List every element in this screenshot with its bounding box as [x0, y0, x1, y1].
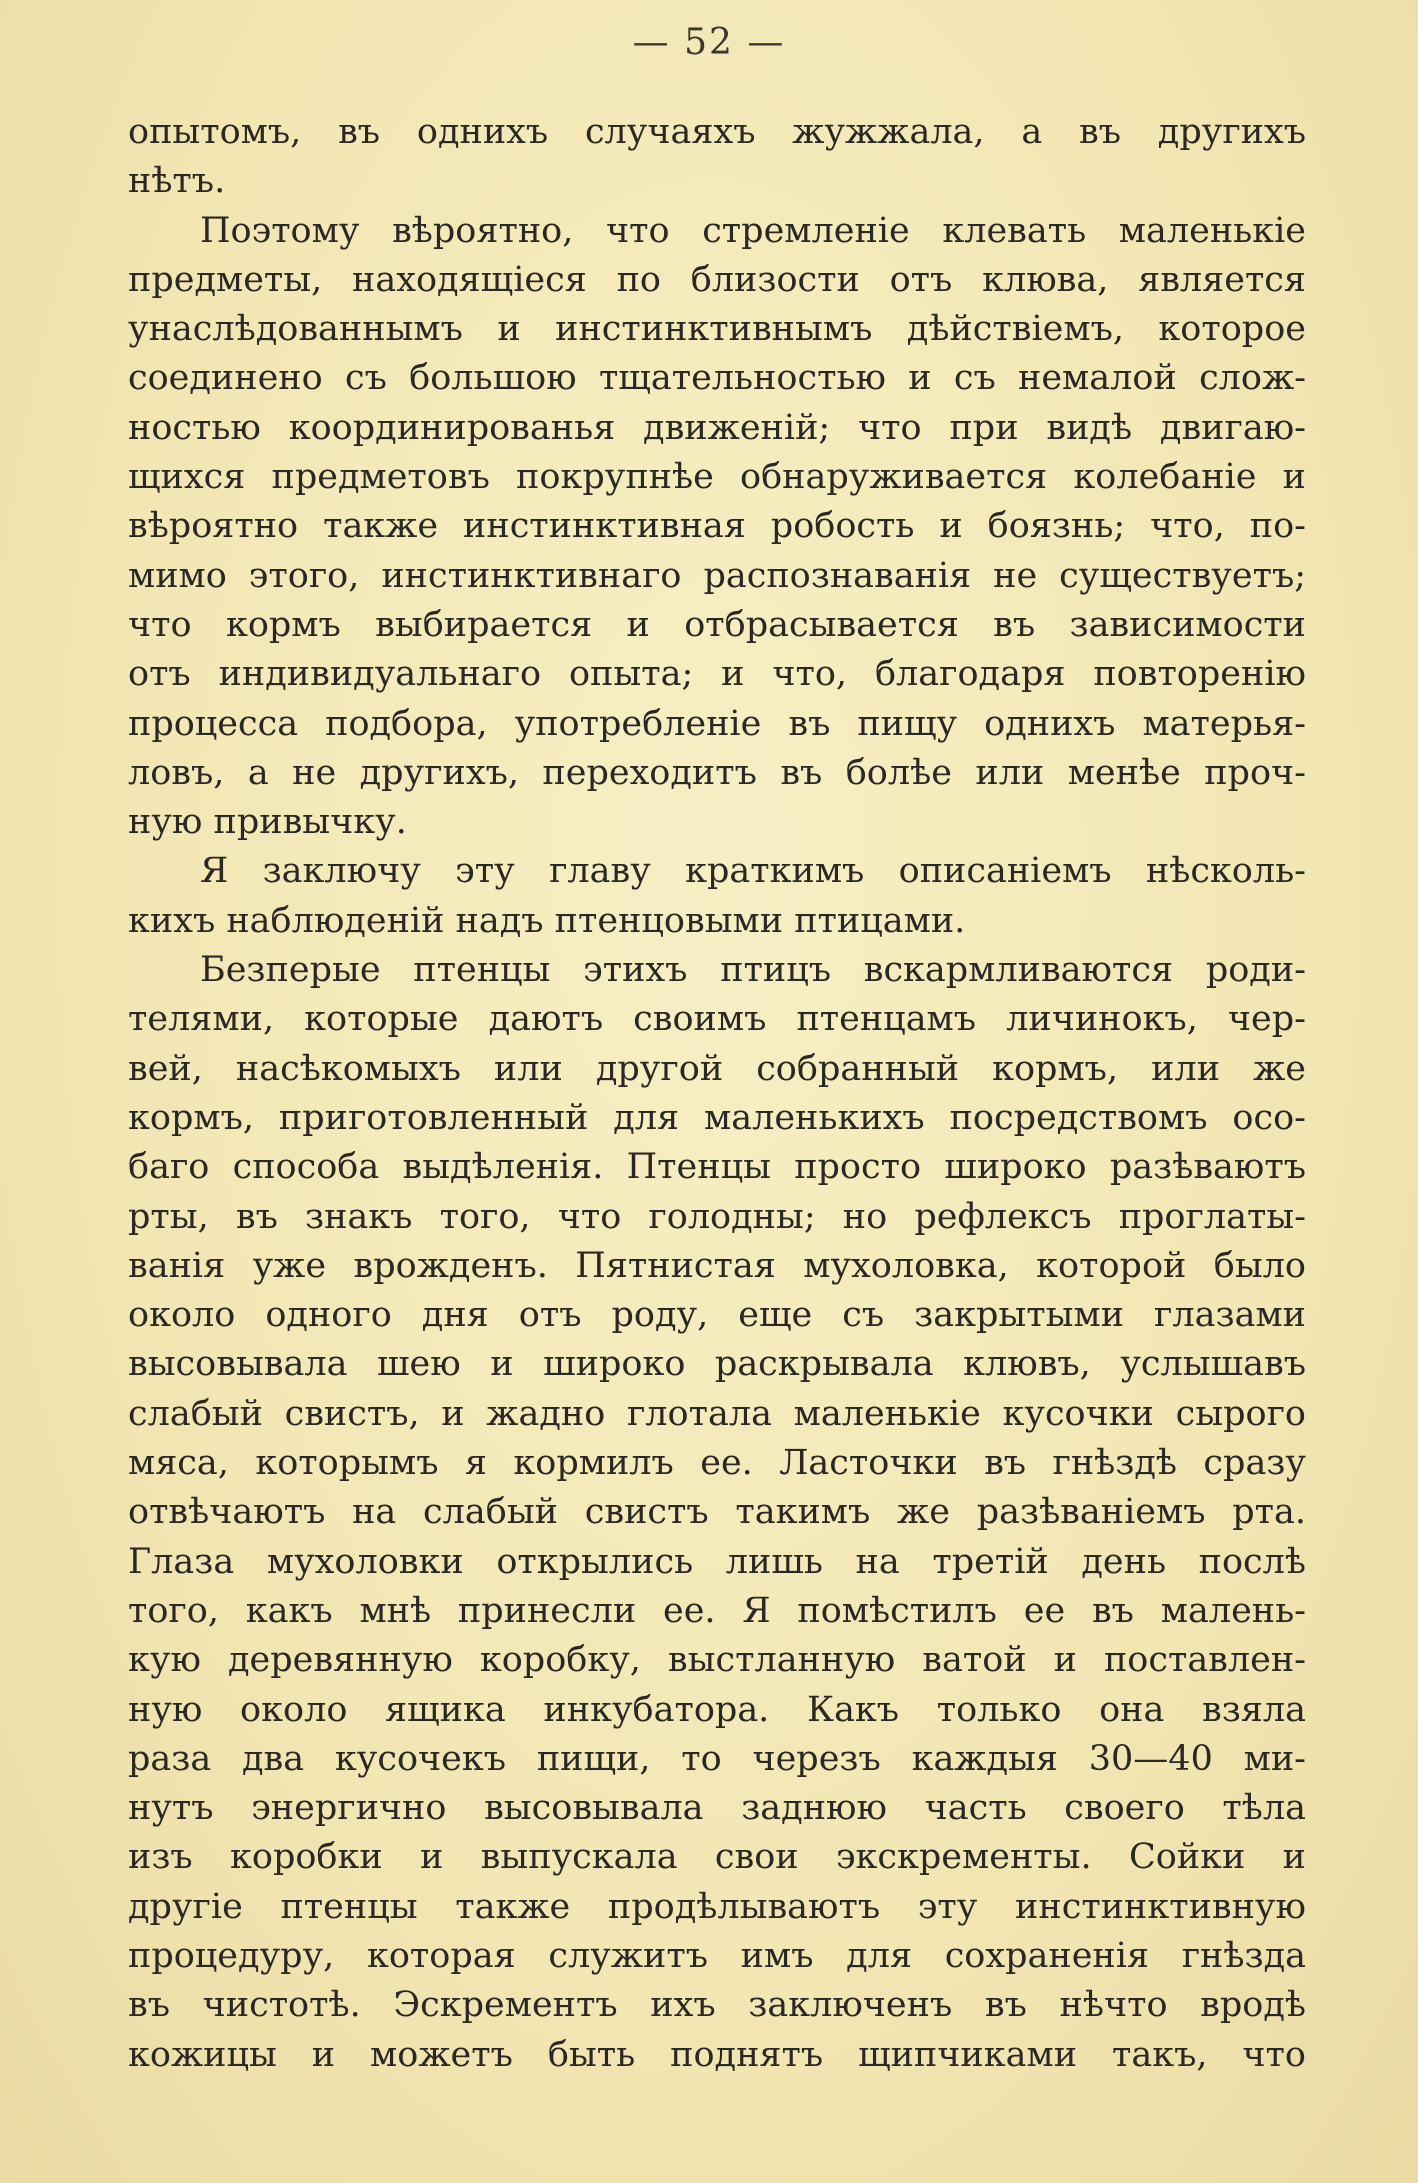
- text-line: рты, въ знакъ того, что голодны; но рефлексъ проглаты-: [128, 1196, 1306, 1237]
- text-line: другіе птенцы также продѣлываютъ эту инстинктивную: [128, 1886, 1306, 1927]
- text-line: ную привычку.: [128, 802, 407, 843]
- page-number: — 52 —: [632, 22, 786, 63]
- text-line: Поэтому вѣроятно, что стремленіе клевать маленькіе: [200, 210, 1306, 251]
- text-line: кихъ наблюденій надъ птенцовыми птицами.: [128, 900, 966, 941]
- text-line: вѣроятно также инстинктивная робость и боязнь; что, по-: [128, 506, 1306, 547]
- text-line: нутъ энергично высовывала заднюю часть своего тѣла: [128, 1788, 1306, 1829]
- text-line: въ чистотѣ. Эскрементъ ихъ заключенъ въ нѣчто вродѣ: [128, 1985, 1306, 2026]
- text-line: нѣтъ.: [128, 161, 226, 202]
- text-line: соединено съ большою тщательностью и съ немалой слож-: [128, 358, 1306, 399]
- text-line: процесса подбора, употребленіе въ пищу однихъ матерья-: [128, 703, 1306, 744]
- text-line: изъ коробки и выпускала свои экскременты. Сойки и: [128, 1837, 1306, 1878]
- text-line: кормъ, приготовленный для маленькихъ посредствомъ осо-: [128, 1097, 1306, 1138]
- text-line: ную около ящика инкубатора. Какъ только она взяла: [128, 1689, 1306, 1730]
- text-line: Безперые птенцы этихъ птицъ вскармливаются роди-: [200, 950, 1306, 991]
- text-line: ванія уже врожденъ. Пятнистая мухоловка, которой было: [128, 1245, 1306, 1286]
- text-line: опытомъ, въ однихъ случаяхъ жужжала, а въ другихъ: [128, 112, 1306, 152]
- text-line: баго способа выдѣленія. Птенцы просто широко разѣваютъ: [128, 1147, 1306, 1188]
- text-line: мяса, которымъ я кормилъ ее. Ласточки въ гнѣздѣ сразу: [128, 1443, 1306, 1484]
- text-line: слабый свистъ, и жадно глотала маленькіе кусочки сырого: [128, 1393, 1306, 1434]
- text-line: процедуру, которая служитъ имъ для сохраненія гнѣзда: [128, 1935, 1306, 1976]
- text-line: отвѣчаютъ на слабый свистъ такимъ же разѣваніемъ рта.: [128, 1492, 1306, 1533]
- text-line: кожицы и можетъ быть поднятъ щипчиками такъ, что: [128, 2034, 1306, 2075]
- text-line: того, какъ мнѣ принесли ее. Я помѣстилъ ее въ малень-: [128, 1590, 1306, 1631]
- text-line: вей, насѣкомыхъ или другой собранный кормъ, или же: [128, 1048, 1306, 1089]
- text-line: ностью координированья движеній; что при видѣ двигаю-: [128, 407, 1306, 448]
- text-line: Я заключу эту главу краткимъ описаніемъ нѣсколь-: [200, 851, 1306, 892]
- text-line: около одного дня отъ роду, еще съ закрытыми глазами: [128, 1295, 1306, 1336]
- text-line: высовывала шею и широко раскрывала клювъ, услышавъ: [128, 1344, 1306, 1385]
- text-line: ловъ, а не другихъ, переходитъ въ болѣе или менѣе проч-: [128, 752, 1306, 793]
- text-line: Глаза мухоловки открылись лишь на третій день послѣ: [128, 1541, 1306, 1582]
- text-line: телями, которые даютъ своимъ птенцамъ личинокъ, чер-: [128, 999, 1306, 1040]
- text-line: унаслѣдованнымъ и инстинктивнымъ дѣйствіемъ, которое: [128, 309, 1306, 350]
- body-text: [128, 108, 1306, 2080]
- text-line: что кормъ выбирается и отбрасывается въ зависимости: [128, 604, 1306, 645]
- text-line: раза два кусочекъ пищи, то черезъ каждыя 30—40 ми-: [128, 1738, 1306, 1779]
- text-line: отъ индивидуальнаго опыта; и что, благодаря повторенію: [128, 654, 1306, 695]
- text-line: кую деревянную коробку, выстланную ватой и поставлен-: [128, 1640, 1306, 1681]
- text-line: предметы, находящіеся по близости отъ клюва, является: [128, 259, 1306, 300]
- text-line: мимо этого, инстинктивнаго распознаванія не существуетъ;: [128, 555, 1306, 596]
- text-line: щихся предметовъ покрупнѣе обнаруживается колебаніе и: [128, 457, 1306, 498]
